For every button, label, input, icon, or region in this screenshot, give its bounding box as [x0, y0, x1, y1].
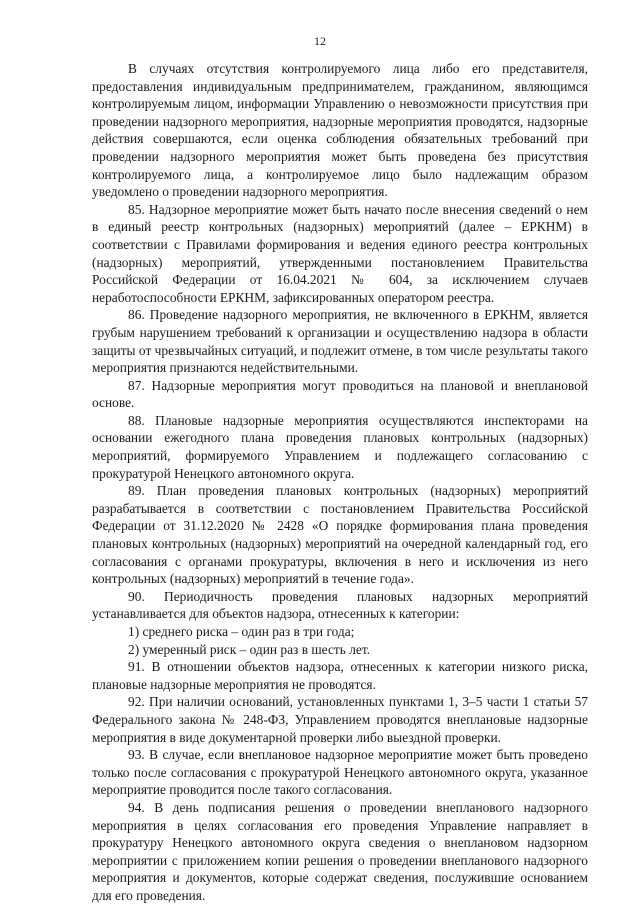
document-body — [92, 60, 588, 905]
paragraph-93: 93. В случае, если внеплановое надзорное мероприятие может быть проведено только после согласования с прокуратурой Ненецкого автономного округа, указанное мероприятие проводится после такого согласования. — [92, 747, 588, 798]
paragraph-86: 86. Проведение надзорного мероприятия, не включенного в ЕРКНМ, является грубым нарушением требований к организации и осуществлению надзора в области защиты от чрезвычайных ситуаций, и подлежит отмене, в том числе результаты такого мероприятия признаются недействительными. — [92, 307, 588, 376]
paragraph-91: 91. В отношении объектов надзора, отнесенных к категории низкого риска, плановые надзорные мероприятия не проводятся. — [92, 659, 588, 692]
page-number: 12 — [314, 34, 326, 48]
paragraph-92: 92. При наличии оснований, установленных пунктами 1, 3–5 части 1 статьи 57 Федерального закона № 248-ФЗ, Управлением проводятся внеплановые надзорные мероприятия в виде документарной проверки либо выездной проверки. — [92, 694, 588, 745]
paragraph-89: 89. План проведения плановых контрольных (надзорных) мероприятий разрабатывается в соответствии с постановлением Правительства Российской Федерации от 31.12.2020 № 2428 «О порядке формирования плана проведения плановых контрольных (надзорных) мероприятий на очередной календарный год, его согласования с органами прокуратуры, включения в него и исключения из него контрольных (надзорных) мероприятий в течение года». — [92, 483, 588, 587]
paragraph-87: 87. Надзорные мероприятия могут проводиться на плановой и внеплановой основе. — [92, 377, 588, 411]
paragraph-absence-of-controlled-person: В случаях отсутствия контролируемого лица либо его представителя, предоставления индивидуальным предпринимателем, гражданином, являющимся контролируемым лицом, информации Управлению о невозможности присутствия при проведении надзорного мероприятия, надзорные мероприятия проводятся, надзорные действия совершаются, если оценка соблюдения обязательных требований при проведении надзорного мероприятия может быть проведена без присутствия контролируемого лица, а контролируемое лицо было надлежащим образом уведомлено о проведении надзорного мероприятия. — [92, 61, 588, 200]
paragraph-85: 85. Надзорное мероприятие может быть начато после внесения сведений о нем в единый реестр контрольных (надзорных) мероприятий (далее – ЕРКНМ) в соответствии с Правилами формирования и ведения единого реестра контрольных (надзорных) мероприятий, утвержденными постановлением Правительства Российской Федерации от 16.04.2021 № 604, за исключением случаев неработоспособности ЕРКНМ, зафиксированных оператором реестра. — [92, 201, 588, 305]
paragraph-94: 94. В день подписания решения о проведении внепланового надзорного мероприятия в целях согласования его проведения Управление направляет в прокуратуру Ненецкого автономного округа сведения о внеплановом надзорном мероприятии с приложением копии решения о проведении внепланового надзорного мероприятия и документов, которые содержат сведения, послужившие основанием для его проведения. — [92, 799, 588, 903]
list-item-medium-risk: 1) среднего риска – один раз в три года; — [128, 624, 355, 639]
list-item-moderate-risk: 2) умеренный риск – один раз в шесть лет. — [128, 641, 371, 657]
paragraph-90: 90. Периодичность проведения плановых надзорных мероприятий устанавливается для объектов надзора, отнесенных к категории: — [92, 588, 588, 622]
paragraph-88: 88. Плановые надзорные мероприятия осуществляются инспекторами на основании ежегодного плана проведения плановых контрольных (надзорных) мероприятий, формируемого Управлением и подлежащего согласованию с прокуратурой Ненецкого автономного округа. — [92, 412, 588, 481]
